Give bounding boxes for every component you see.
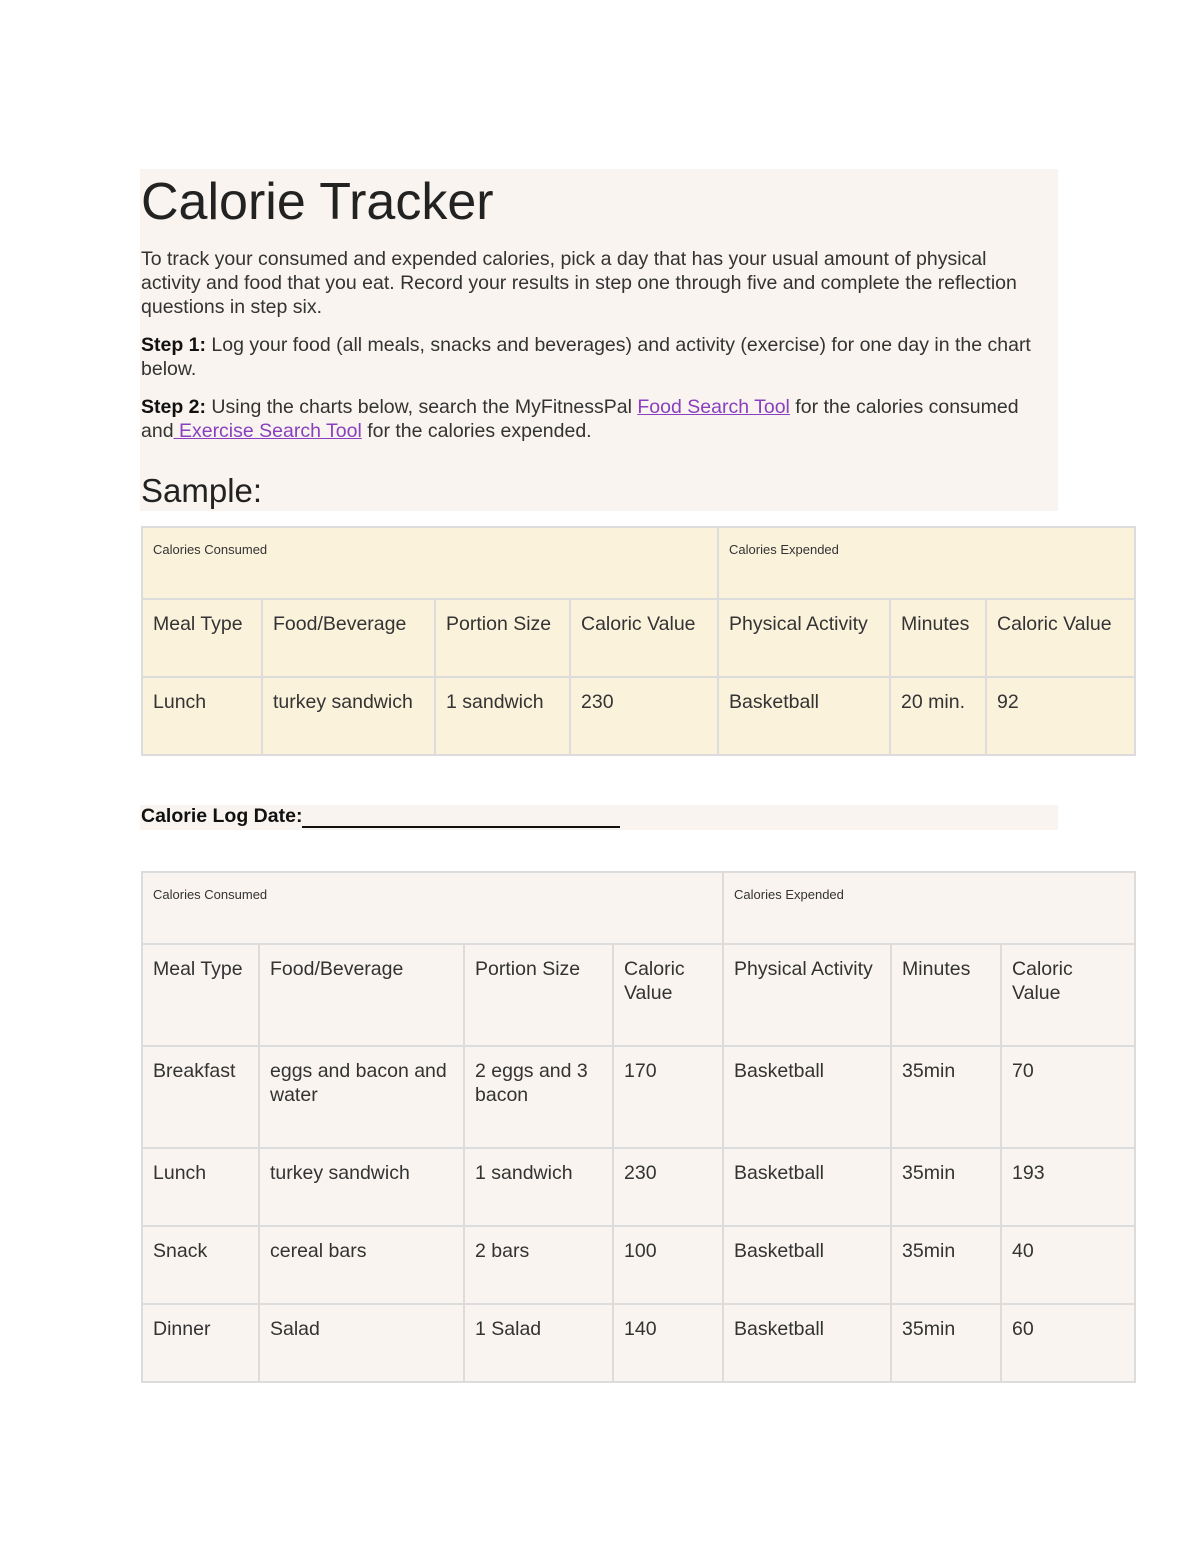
log-header-cell: Food/Beverage bbox=[259, 944, 464, 1046]
log-header-cell: Caloric Value bbox=[613, 944, 723, 1046]
log-cell[interactable]: Breakfast bbox=[142, 1046, 259, 1148]
step-2-text-after: for the calories expended. bbox=[361, 420, 592, 442]
log-table-row bbox=[142, 1304, 1135, 1382]
log-cell[interactable]: 230 bbox=[613, 1148, 723, 1226]
sample-header-cell: Food/Beverage bbox=[262, 599, 435, 677]
exercise-search-tool-link[interactable]: Exercise Search Tool bbox=[173, 420, 362, 442]
log-cell[interactable]: 70 bbox=[1001, 1046, 1135, 1148]
sample-cell: 92 bbox=[986, 677, 1135, 755]
log-table-row bbox=[142, 1046, 1135, 1148]
date-fill-line[interactable] bbox=[302, 806, 620, 828]
log-header-cell: Portion Size bbox=[464, 944, 613, 1046]
log-cell[interactable]: 193 bbox=[1001, 1148, 1135, 1226]
step-1-paragraph bbox=[141, 333, 1046, 381]
sample-cell: Basketball bbox=[718, 677, 890, 755]
sample-header-row bbox=[142, 599, 1135, 677]
log-cell[interactable]: 140 bbox=[613, 1304, 723, 1382]
log-cell[interactable]: 2 eggs and 3 bacon bbox=[464, 1046, 613, 1148]
sample-header-cell: Caloric Value bbox=[986, 599, 1135, 677]
step-2-paragraph bbox=[141, 395, 1046, 443]
sample-header-cell: Physical Activity bbox=[718, 599, 890, 677]
sample-header-cell: Portion Size bbox=[435, 599, 570, 677]
log-group-row bbox=[142, 872, 1135, 944]
sample-cell: 1 sandwich bbox=[435, 677, 570, 755]
sample-cell: Lunch bbox=[142, 677, 262, 755]
log-cell[interactable]: Lunch bbox=[142, 1148, 259, 1226]
log-cell[interactable]: Basketball bbox=[723, 1148, 891, 1226]
log-cell[interactable]: 60 bbox=[1001, 1304, 1135, 1382]
intro-paragraph: To track your consumed and expended calories, pick a day that has your usual amount of physical activity and food that you eat. Record your results in step one through five and complete the reflection questions in step six. bbox=[141, 248, 1017, 318]
sample-group-consumed: Calories Consumed bbox=[142, 527, 718, 599]
log-cell[interactable]: 40 bbox=[1001, 1226, 1135, 1304]
log-cell[interactable]: 35min bbox=[891, 1148, 1001, 1226]
calorie-log-date bbox=[141, 805, 620, 828]
log-cell[interactable]: Basketball bbox=[723, 1046, 891, 1148]
sample-table-row bbox=[142, 677, 1135, 755]
log-cell[interactable]: 170 bbox=[613, 1046, 723, 1148]
step-1-text: Log your food (all meals, snacks and beverages) and activity (exercise) for one day in the chart below. bbox=[141, 334, 1031, 380]
log-cell[interactable]: eggs and bacon and water bbox=[259, 1046, 464, 1148]
sample-header-cell: Meal Type bbox=[142, 599, 262, 677]
log-cell[interactable]: Basketball bbox=[723, 1304, 891, 1382]
log-table-row bbox=[142, 1148, 1135, 1226]
calorie-log-date-label: Calorie Log Date: bbox=[141, 805, 303, 827]
log-cell[interactable]: Snack bbox=[142, 1226, 259, 1304]
log-header-cell: Physical Activity bbox=[723, 944, 891, 1046]
log-cell[interactable]: 1 Salad bbox=[464, 1304, 613, 1382]
log-cell[interactable]: Basketball bbox=[723, 1226, 891, 1304]
sample-group-expended: Calories Expended bbox=[718, 527, 1135, 599]
page-title: Calorie Tracker bbox=[141, 173, 494, 231]
log-group-expended: Calories Expended bbox=[723, 872, 1135, 944]
log-cell[interactable]: 2 bars bbox=[464, 1226, 613, 1304]
log-cell[interactable]: 100 bbox=[613, 1226, 723, 1304]
log-cell[interactable]: turkey sandwich bbox=[259, 1148, 464, 1226]
log-header-cell: Meal Type bbox=[142, 944, 259, 1046]
sample-cell: turkey sandwich bbox=[262, 677, 435, 755]
log-cell[interactable]: Dinner bbox=[142, 1304, 259, 1382]
sample-cell: 230 bbox=[570, 677, 718, 755]
step-2-text-before: Using the charts below, search the MyFitnessPal bbox=[206, 396, 638, 418]
step-2-label: Step 2: bbox=[141, 396, 207, 418]
log-cell[interactable]: 35min bbox=[891, 1304, 1001, 1382]
log-cell[interactable]: 35min bbox=[891, 1046, 1001, 1148]
sample-header-cell: Minutes bbox=[890, 599, 986, 677]
sample-table bbox=[141, 526, 1136, 756]
log-cell[interactable]: 35min bbox=[891, 1226, 1001, 1304]
log-header-cell: Caloric Value bbox=[1001, 944, 1135, 1046]
sample-group-row bbox=[142, 527, 1135, 599]
log-header-row bbox=[142, 944, 1135, 1046]
step-1-label: Step 1: bbox=[141, 334, 207, 356]
sample-cell: 20 min. bbox=[890, 677, 986, 755]
sample-header-cell: Caloric Value bbox=[570, 599, 718, 677]
step-2-text-mid: for the calories consumed and bbox=[141, 396, 1019, 442]
log-cell[interactable]: Salad bbox=[259, 1304, 464, 1382]
log-group-consumed: Calories Consumed bbox=[142, 872, 723, 944]
log-cell[interactable]: 1 sandwich bbox=[464, 1148, 613, 1226]
log-cell[interactable]: cereal bars bbox=[259, 1226, 464, 1304]
calorie-log-table bbox=[141, 871, 1136, 1383]
log-header-cell: Minutes bbox=[891, 944, 1001, 1046]
sample-heading: Sample: bbox=[141, 472, 263, 509]
log-table-row bbox=[142, 1226, 1135, 1304]
food-search-tool-link[interactable]: Food Search Tool bbox=[637, 396, 790, 418]
